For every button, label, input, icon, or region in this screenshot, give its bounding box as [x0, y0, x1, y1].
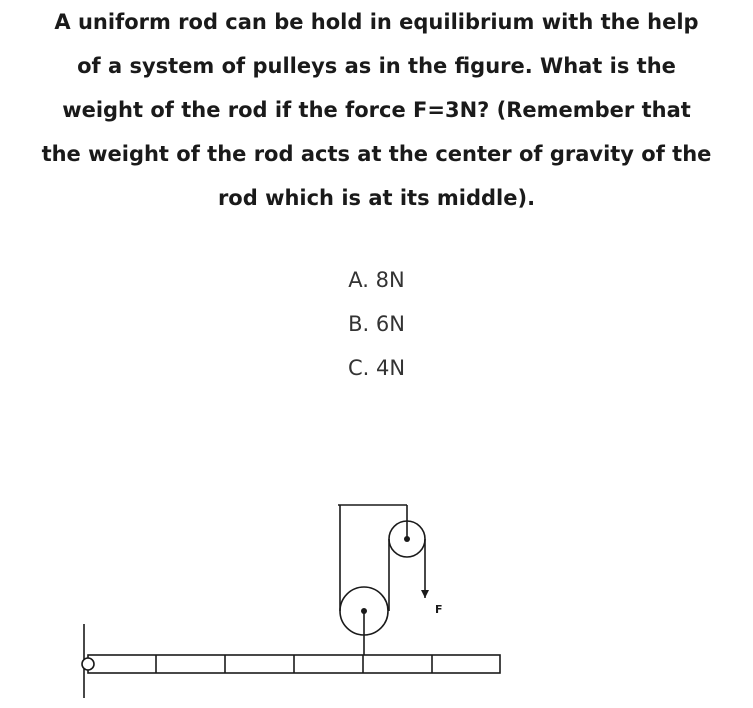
question-line: weight of the rod if the force F=3N? (Remember that: [62, 98, 691, 122]
wall-hinge: [82, 658, 94, 670]
option-c[interactable]: C. 4N: [347, 356, 406, 380]
force-label: F: [435, 603, 443, 616]
fixed-pulley-axle: [404, 536, 410, 542]
option-b[interactable]: B. 6N: [348, 312, 405, 336]
question-line: A uniform rod can be hold in equilibrium with the help: [54, 10, 699, 34]
question-line: rod which is at its middle).: [217, 186, 536, 210]
force-arrow: [421, 590, 429, 598]
question-line: the weight of the rod acts at the center of gravity of the: [41, 142, 712, 166]
question-line: of a system of pulleys as in the figure. What is the: [77, 54, 676, 78]
option-a[interactable]: A. 8N: [348, 268, 405, 292]
movable-pulley-axle: [361, 608, 367, 614]
